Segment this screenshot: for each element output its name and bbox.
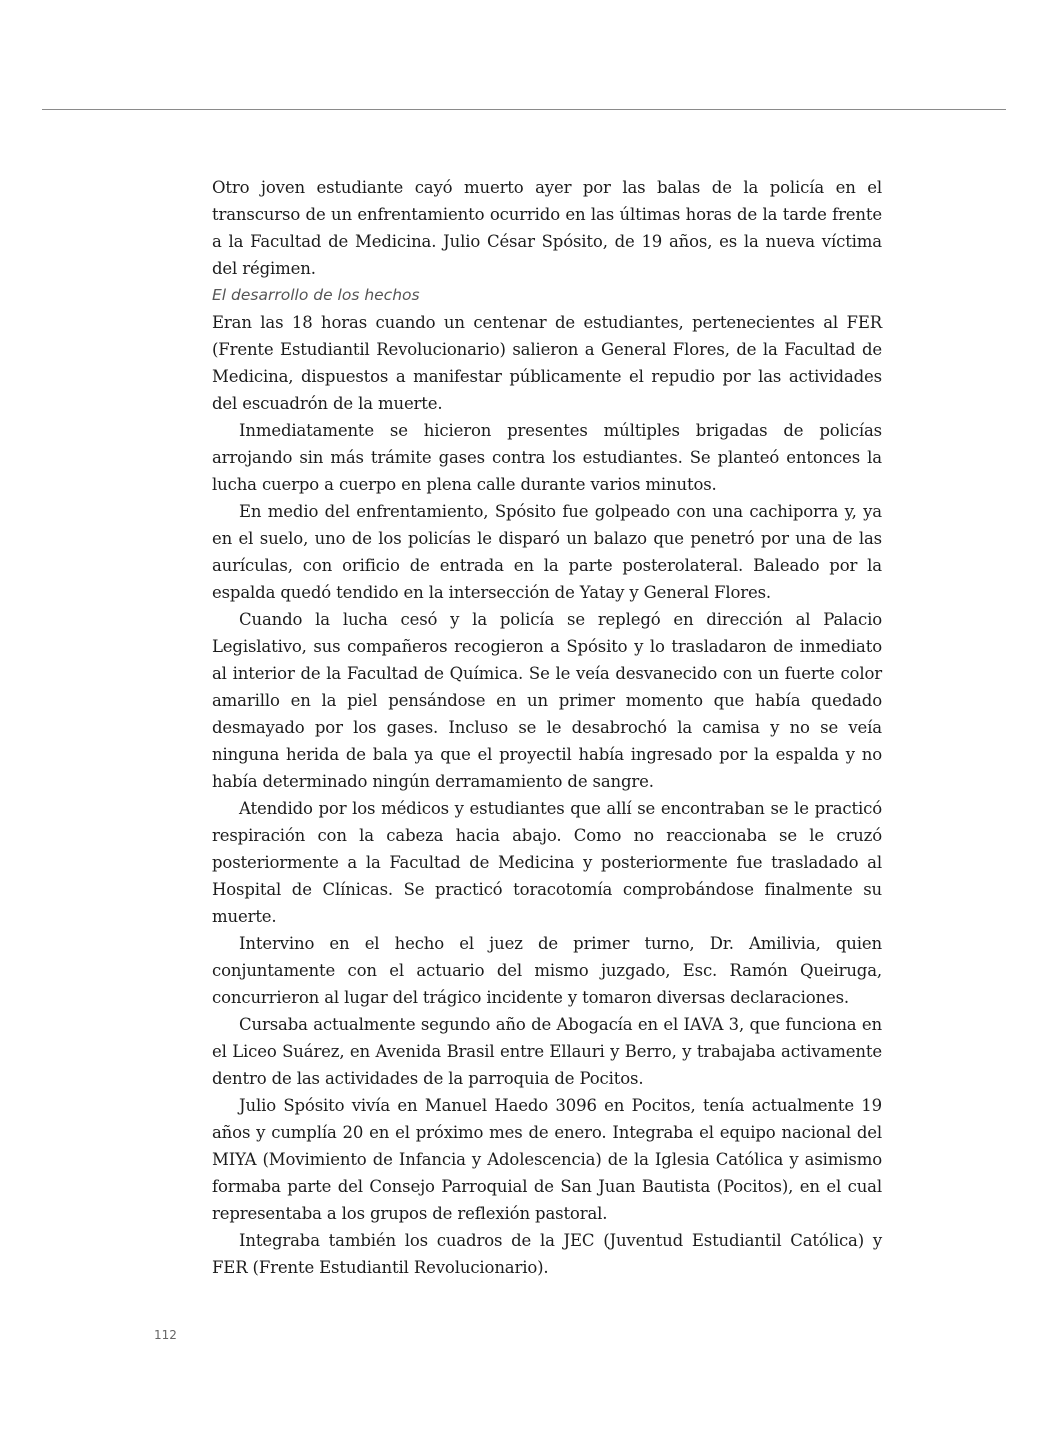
body-paragraph: Cursaba actualmente segundo año de Abogacía en el IAVA 3, que funciona en el Liceo Suárez, en Avenida Brasil entre Ellauri y Berro, y trabajaba activamente dentro de las actividades de la parroquia de Pocitos. — [212, 1015, 882, 1088]
body-paragraph: Julio Spósito vivía en Manuel Haedo 3096 en Pocitos, tenía actualmente 19 años y cumplía 20 en el próximo mes de enero. Integraba el equipo nacional del MIYA (Movimiento de Infancia y Adolescencia) de la Iglesia Católica y asimismo formaba parte del Consejo Parroquial de San Juan Bautista (Pocitos), en el cual representaba a los grupos de reflexión pastoral. — [212, 1096, 882, 1223]
body-paragraph: Cuando la lucha cesó y la policía se replegó en dirección al Palacio Legislativo, sus compañeros recogieron a Spósito y lo trasladaron de inmediato al interior de la Facultad de Química. Se le veía desvanecido con un fuerte color amarillo en la piel pensándose en un primer momento que había quedado desmayado por los gases. Incluso se le desabrochó la camisa y no se veía ninguna herida de bala ya que el proyectil había ingresado por la espalda y no había determinado ningún derramamiento de sangre. — [212, 610, 882, 791]
body-paragraph: Atendido por los médicos y estudiantes que allí se encontraban se le practicó respiración con la cabeza hacia abajo. Como no reaccionaba se le cruzó posteriormente a la Facultad de Medicina y posteriormente fue trasladado al Hospital de Clínicas. Se practicó toracotomía comprobándose finalmente su muerte. — [212, 799, 882, 926]
body-paragraph: Intervino en el hecho el juez de primer turno, Dr. Amilivia, quien conjuntamente con el actuario del mismo juzgado, Esc. Ramón Queiruga, concurrieron al lugar del trágico incidente y tomaron diversas declaraciones. — [212, 934, 882, 1007]
body-paragraph: Eran las 18 horas cuando un centenar de estudiantes, pertenecientes al FER (Frente Estudiantil Revolucionario) salieron a General Flores, de la Facultad de Medicina, dispuestos a manifestar públicamente el repudio por las actividades del escuadrón de la muerte. — [212, 313, 882, 413]
page-number: 112 — [154, 1328, 177, 1342]
body-paragraph: Inmediatamente se hicieron presentes múltiples brigadas de policías arrojando sin más trámite gases contra los estudiantes. Se planteó entonces la lucha cuerpo a cuerpo en plena calle durante varios minutos. — [212, 421, 882, 494]
body-paragraph: Integraba también los cuadros de la JEC (Juventud Estudiantil Católica) y FER (Frente Estudiantil Revolucionario). — [212, 1231, 882, 1277]
header-rule — [42, 109, 1006, 110]
intro-paragraph: Otro joven estudiante cayó muerto ayer por las balas de la policía en el transcurso de un enfrentamiento ocurrido en las últimas horas de la tarde frente a la Facultad de Medicina. Julio César Spósito, de 19 años, es la nueva víctima del régimen. — [212, 178, 882, 278]
body-paragraph: En medio del enfrentamiento, Spósito fue golpeado con una cachiporra y, ya en el suelo, uno de los policías le disparó un balazo que penetró por una de las aurículas, con orificio de entrada en la parte posterolateral. Baleado por la espalda quedó tendido en la intersección de Yatay y General Flores. — [212, 502, 882, 602]
section-heading: El desarrollo de los hechos — [212, 286, 420, 304]
article-body — [212, 174, 882, 1281]
